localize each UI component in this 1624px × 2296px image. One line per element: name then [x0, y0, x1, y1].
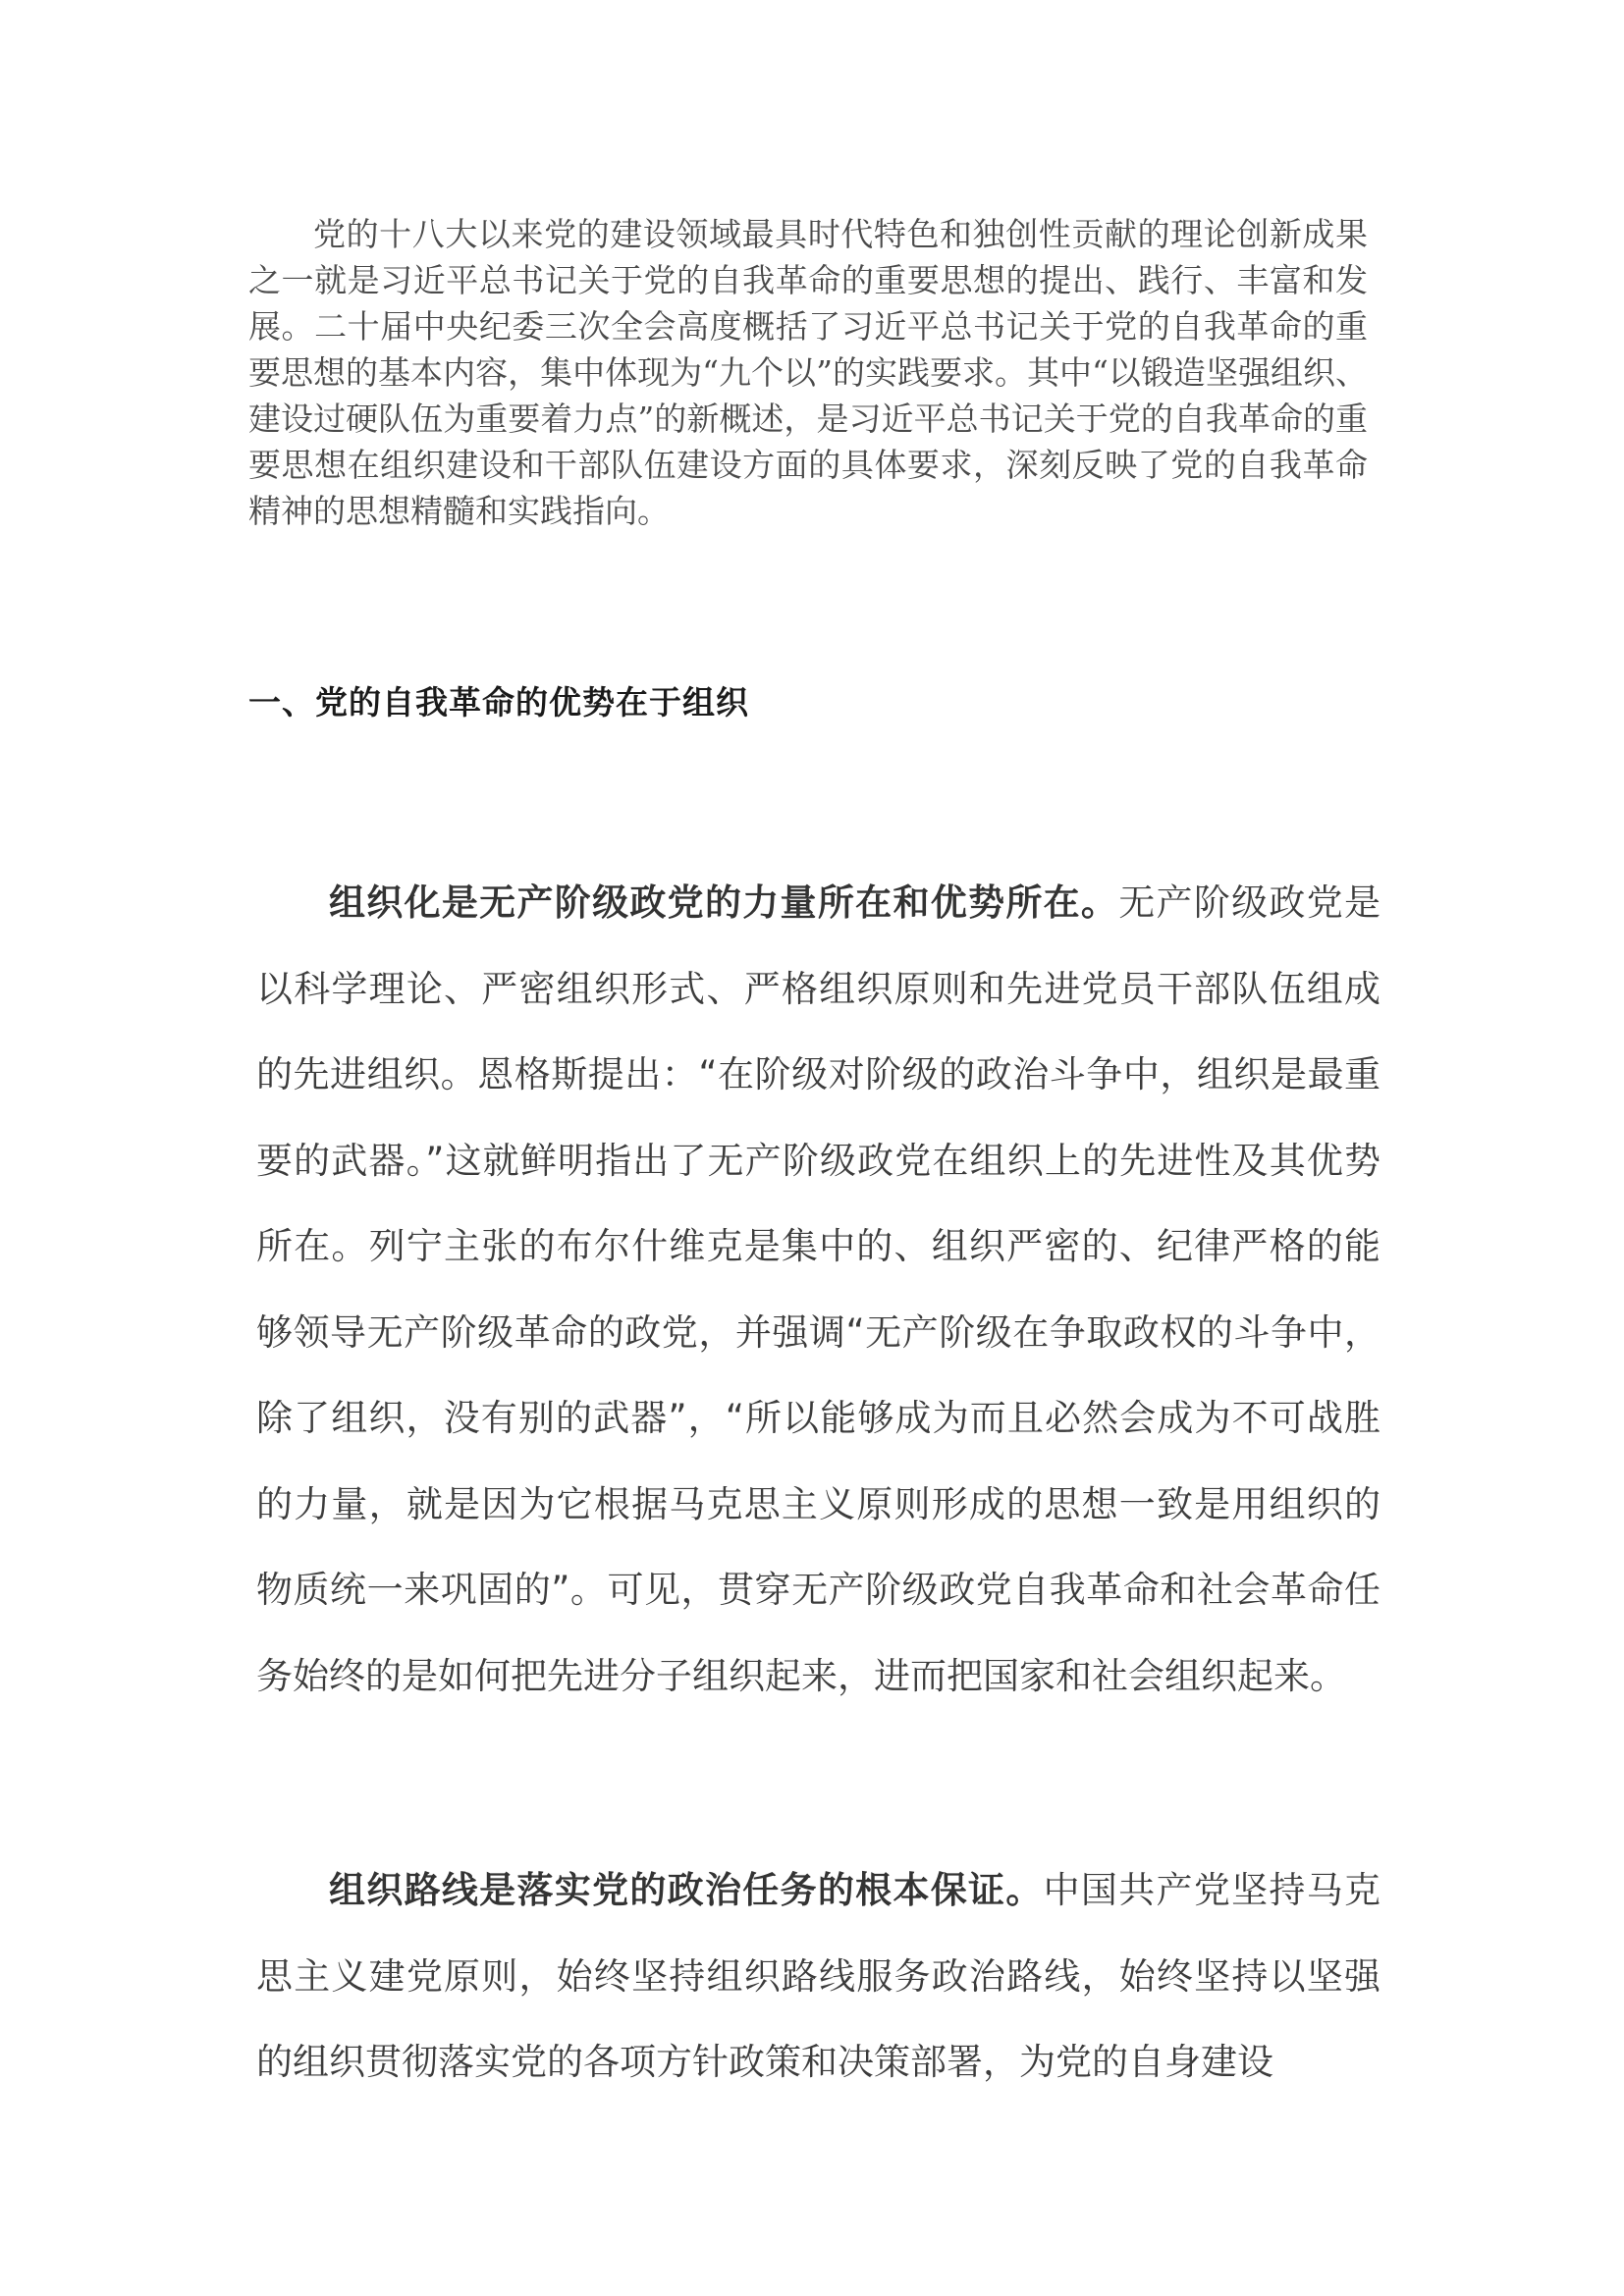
section-heading: 一、党的自我革命的优势在于组织	[248, 683, 749, 721]
paragraph-lead-sentence: 组织化是无产阶级政党的力量所在和优势所在。	[329, 881, 1119, 924]
paragraph-lead-sentence: 组织路线是落实党的政治任务的根本保证。	[329, 1869, 1044, 1911]
body-paragraph	[256, 860, 1380, 1719]
paragraph-text: 无产阶级政党是以科学理论、严密组织形式、严格组织原则和先进党员干部队伍组成的先进组织。恩格斯提出：“在阶级对阶级的政治斗争中，组织是最重要的武器。”这就鲜明指出了无产阶级政党在组织上的先进性及其优势所在。列宁主张的布尔什维克是集中的、组织严密的、纪律严格的能够领导无产阶级革命的政党，并强调“无产阶级在争取政权的斗争中，除了组织，没有别的武器”，“所以能够成为而且必然会成为不可战胜的力量，就是因为它根据马克思主义原则形成的思想一致是用组织的物质统一来巩固的”。可见，贯穿无产阶级政党自我革命和社会革命任务始终的是如何把先进分子组织起来，进而把国家和社会组织起来。	[256, 881, 1381, 1697]
paragraph-text: 中国共产党坚持马克思主义建党原则，始终坚持组织路线服务政治路线，始终坚持以坚强的组织贯彻落实党的各项方针政策和决策部署，为党的自身建设	[256, 1869, 1381, 2083]
body-paragraph	[256, 1847, 1380, 2106]
intro-paragraph: 党的十八大以来党的建设领域最具时代特色和独创性贡献的理论创新成果之一就是习近平总书记关于党的自我革命的重要思想的提出、践行、丰富和发展。二十届中央纪委三次全会高度概括了习近平总书记关于党的自我革命的重要思想的基本内容，集中体现为“九个以”的实践要求。其中“以锻造坚强组织、建设过硬队伍为重要着力点”的新概述，是习近平总书记关于党的自我革命的重要思想在组织建设和干部队伍建设方面的具体要求，深刻反映了党的自我革命精神的思想精髓和实践指向。	[248, 215, 1368, 530]
